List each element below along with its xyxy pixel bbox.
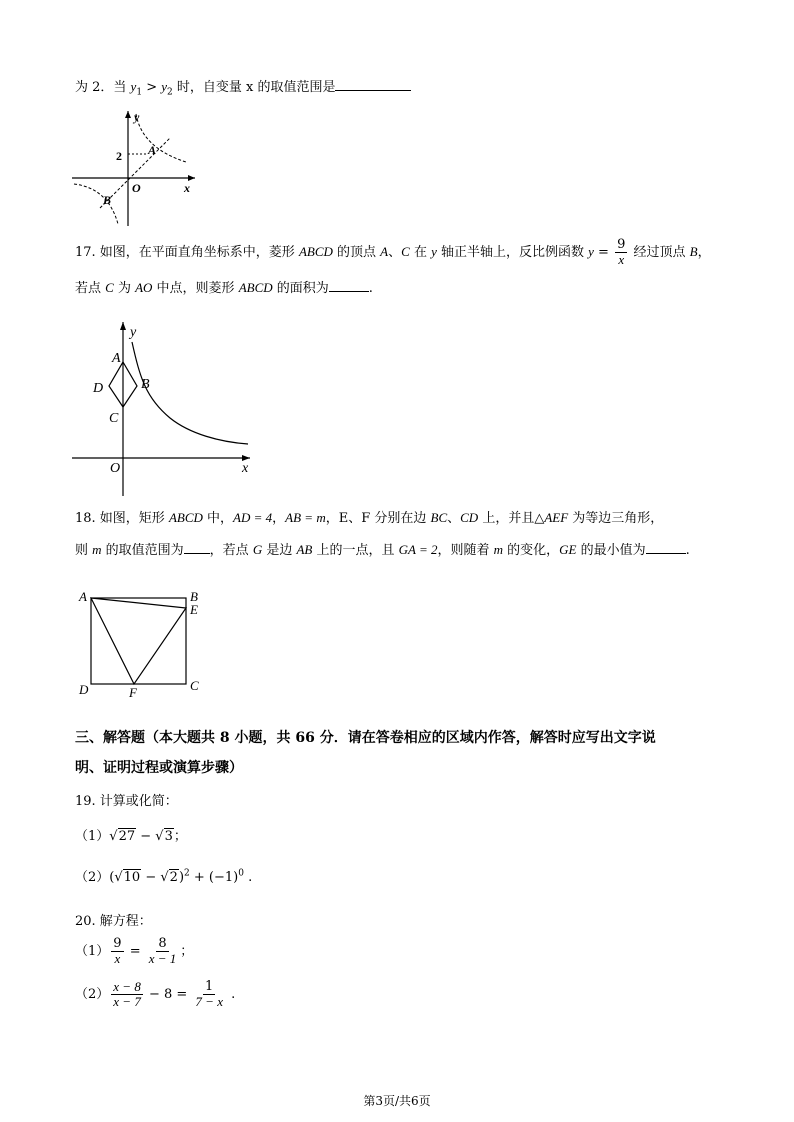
- q17-a: A: [380, 244, 389, 259]
- q19-p1-radicand1: 27: [118, 829, 136, 844]
- q17-line1: [75, 238, 711, 267]
- q17-label-b: B: [141, 377, 150, 392]
- q19-p2-label: （2）: [75, 870, 110, 885]
- q18-t8: 的取值范围为: [101, 543, 184, 558]
- q19-p2-radicand2: 2: [169, 870, 178, 885]
- q18-cd: CD: [460, 510, 479, 525]
- q17-graph: [70, 318, 260, 498]
- q18-ga: GA = 2: [398, 542, 438, 557]
- q19-p1-minus: −: [136, 829, 156, 844]
- q19-p2-end: .: [243, 870, 253, 885]
- q17-x-label: x: [242, 461, 249, 476]
- q16-curve-bottom: [74, 184, 118, 224]
- q18-rectangle: [91, 598, 186, 684]
- q18-label-d: D: [79, 682, 89, 697]
- q17-label-c: C: [109, 411, 119, 426]
- q18-triangle: [91, 598, 186, 684]
- q20-p1-num2: 8: [158, 936, 167, 951]
- q20-p2-den2: 7 − x: [195, 994, 223, 1009]
- q20-p2-num2: 1: [205, 979, 214, 994]
- q20-p1-frac2: [147, 937, 179, 966]
- q17-t2: 的顶点: [332, 245, 381, 260]
- q18-period: .: [685, 543, 690, 558]
- q16-tick-2: 2: [116, 149, 122, 163]
- q19-p2-open: (: [109, 870, 115, 885]
- q16-point-b: B: [103, 193, 112, 207]
- q17-abcd: ABCD: [298, 244, 333, 259]
- q17-t5: 经过顶点: [629, 245, 690, 260]
- section3-heading-line1: 三、解答题（本大题共 8 小题，共 66 分．请在答卷相应的区域内作答，解答时应写出文字说: [75, 730, 656, 746]
- q19-p1-radicand2: 3: [164, 829, 173, 844]
- q17-fraction: [615, 238, 627, 267]
- q17-comma: ，: [697, 245, 711, 260]
- q18-t13: 的变化，: [503, 543, 560, 558]
- q17-line2: [75, 277, 373, 296]
- q19-part1: （1）√27 − √3；: [75, 829, 187, 844]
- q17-sep: 、: [388, 245, 402, 260]
- q17-c2: C: [105, 280, 114, 295]
- q19-p1-label: （1）: [75, 829, 110, 844]
- q18-ab2: AB: [296, 542, 313, 557]
- q19-p2-square: 2: [184, 868, 190, 879]
- q17-den: x: [618, 252, 625, 267]
- q19-part2: $(2)(√10 - √2)^2 + (-1)^0$ .: [75, 868, 253, 885]
- q18-bc: BC: [430, 510, 448, 525]
- q18-ge: GE: [559, 542, 577, 557]
- q16-point-a: A: [148, 143, 157, 157]
- q20-p1-eq: =: [125, 944, 145, 959]
- q18-t5: 上，并且△: [478, 511, 545, 526]
- q18-answer-blank-1[interactable]: [184, 540, 210, 554]
- q17-label-d: D: [93, 381, 104, 396]
- q18-t14: 的最小值为: [576, 543, 646, 558]
- q18-label-c: C: [190, 678, 199, 693]
- q20-title: 20. 解方程：: [75, 914, 152, 929]
- q18-answer-blank-2[interactable]: [646, 540, 686, 554]
- q18-sep: 、: [447, 511, 461, 526]
- q18-g: G: [252, 542, 263, 557]
- q20-p2-num1: x − 8: [113, 979, 141, 994]
- q17-c: C: [401, 244, 410, 259]
- q20-p2-label: （2）: [75, 987, 110, 1002]
- q16-curve-top: [136, 114, 186, 162]
- q20-p2-mid: − 8 =: [144, 987, 192, 1002]
- q18-t10: 是边: [262, 543, 297, 558]
- q17-y-arrow: [120, 322, 126, 330]
- q19-p2-close: ): [178, 870, 185, 885]
- q19-title: 19. 计算或化简：: [75, 794, 178, 809]
- q17-func-lhs: y: [588, 244, 594, 259]
- q20-p2-frac1: [111, 980, 143, 1009]
- q20-p1-num1: 9: [113, 936, 122, 951]
- q18-t11: 上的一点，且: [312, 543, 399, 558]
- q16-x-label: x: [184, 181, 190, 195]
- q16-y2: y: [161, 79, 168, 94]
- q17-t9: 的面积为: [272, 281, 329, 296]
- q18-label-a: A: [79, 589, 87, 604]
- section3-heading-line2: 明、证明过程或演算步骤）: [75, 760, 243, 776]
- q20-p1-end: ；: [180, 944, 194, 959]
- q17-t7: 为: [113, 281, 136, 296]
- q18-figure: [74, 586, 214, 698]
- q17-num: 9: [617, 237, 626, 252]
- q18-t6: 为等边三角形，: [568, 511, 664, 526]
- q17-t3: 在: [409, 245, 432, 260]
- q16-y-label: y: [134, 110, 140, 124]
- q17-b: B: [689, 244, 698, 259]
- q17-t6: 若点: [75, 281, 106, 296]
- q19-p2-minus: −: [141, 870, 161, 885]
- q18-t2: 中，: [202, 511, 234, 526]
- q18-t4: ，E、F 分别在边: [325, 511, 431, 526]
- q17-answer-blank[interactable]: [329, 278, 369, 292]
- q18-abcd: ABCD: [168, 510, 203, 525]
- q16-gt: >: [142, 80, 162, 95]
- q20-part2: [75, 980, 235, 1009]
- q20-p1-label: （1）: [75, 944, 110, 959]
- q19-p1-end: ；: [173, 829, 187, 844]
- q17-t1: 17. 如图，在平面直角坐标系中，菱形: [75, 245, 299, 260]
- q16-sub2: 2: [167, 87, 173, 98]
- q17-ao: AO: [135, 280, 153, 295]
- q18-label-e: E: [190, 602, 198, 617]
- q18-t7: 则: [75, 543, 93, 558]
- q18-t9: ，若点: [209, 543, 253, 558]
- q16-origin-label: O: [132, 181, 141, 195]
- q17-curve: [132, 342, 248, 444]
- q20-p2-frac2: [193, 980, 225, 1009]
- page-number: 第3页/共6页: [363, 1094, 431, 1108]
- q17-t4: 轴正半轴上，反比例函数: [436, 245, 589, 260]
- q19-p2-plus: + (−1): [189, 870, 239, 885]
- q18-aef: AEF: [544, 510, 569, 525]
- q18-label-b: B: [190, 589, 198, 604]
- q20-part1: [75, 937, 193, 966]
- q20-p2-den1: x − 7: [113, 994, 141, 1009]
- q18-line2: [75, 539, 690, 558]
- q18-ab: AB = m: [285, 510, 326, 525]
- q18-label-f: F: [129, 685, 137, 698]
- q20-p1-den2: x − 1: [148, 951, 177, 966]
- q18-t12: ，则随着: [437, 543, 494, 558]
- q18-t1: 18. 如图，矩形: [75, 511, 169, 526]
- q16-y-arrow: [125, 111, 131, 118]
- q18-m2: m: [493, 542, 504, 557]
- q17-origin-label: O: [110, 461, 121, 476]
- q18-t3: ，: [272, 511, 286, 526]
- q16-text: [75, 76, 411, 98]
- q17-y: y: [431, 244, 437, 259]
- q19-p2-radicand1: 10: [123, 870, 141, 885]
- q16-graph: [70, 108, 200, 228]
- q20-p2-end: .: [226, 987, 236, 1002]
- q17-t8: 中点，则菱形: [152, 281, 239, 296]
- q17-y-label: y: [130, 325, 137, 340]
- q16-answer-blank[interactable]: [335, 77, 411, 91]
- q17-period: .: [368, 281, 373, 296]
- q17-label-a: A: [112, 351, 121, 366]
- q18-line1: [75, 507, 663, 526]
- q17-abcd2: ABCD: [238, 280, 273, 295]
- q18-ad: AD = 4: [233, 510, 273, 525]
- q20-p1-den1: x: [114, 951, 121, 966]
- q16-sub1: 1: [136, 87, 143, 98]
- q19-p2-zero: 0: [238, 868, 244, 879]
- q16-suffix: 时，自变量 x 的取值范围是: [172, 80, 336, 95]
- q20-p1-frac1: [111, 937, 123, 966]
- q16-y1: y: [130, 79, 137, 94]
- q18-m: m: [92, 542, 102, 557]
- q16-prefix: 为 2．当: [75, 80, 131, 95]
- q17-eq: =: [593, 245, 614, 260]
